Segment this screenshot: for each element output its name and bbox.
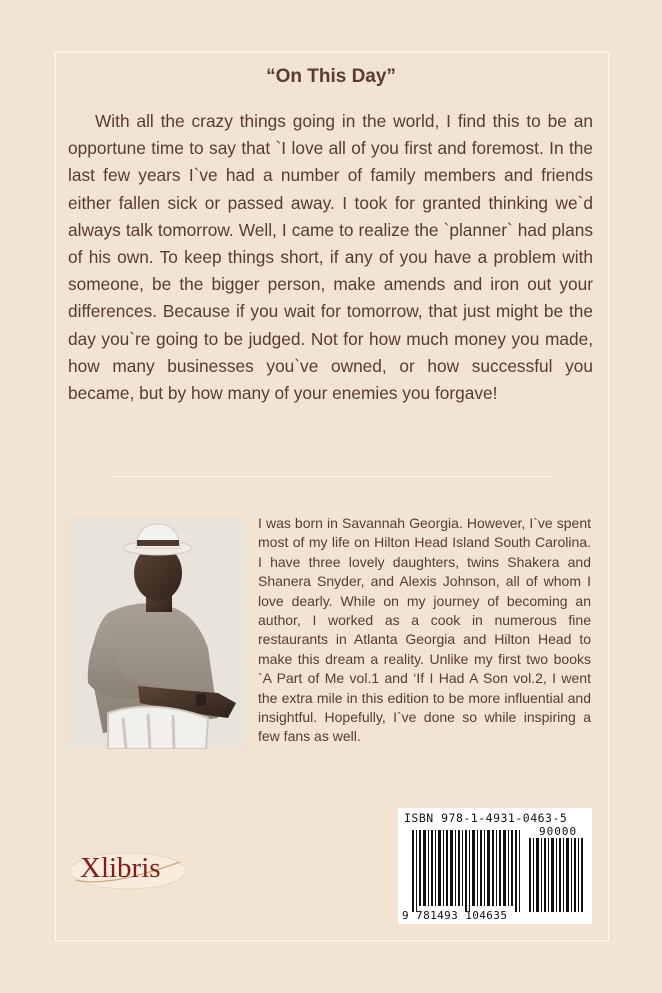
quote-text: With all the crazy things going in the world, I find this to be an opportune time to say that `I love all of you first and foremost. In the last few years I`ve had a number of family members and friends either fallen sick or passed away. I took for granted thinking we`d always talk tomorrow. Well, I came to realize the `planner` had plans of his own. To keep things short, if any of you have a problem with someone, be the bigger person, make amends and iron out your differences. Because if you wait for tomorrow, that just might be the day you`re going to be judged. Not for how much money you made, how many businesses you`ve owned, or how successful you became, but by how many of your enemies you forgave! [68, 111, 593, 404]
isbn-number: ISBN 978-1-4931-0463-5 [404, 811, 568, 825]
author-photo [68, 518, 246, 749]
divider-line [109, 476, 553, 477]
publisher-logo-text: Xlibris [80, 852, 161, 884]
author-bio: I was born in Savannah Georgia. However, I`ve spent most of my life on Hilton Head Island South Carolina. I have three lovely daughters, twins Shakera and Shanera Snyder, and Alexis Johnson, all of whom I love dearly. While on my journey of becoming an author, I worked as a cook in numerous fine restaurants in Atlanta Georgia and Hilton Head to make this dream a reality. Unlike my first two books `A Part of Me vol.1 and ‘If I Had A Son vol.2, I went the extra mile in this edition to be more influential and insightful. Hopefully, I`ve done so while inspiring a few fans as well. [258, 515, 591, 745]
quote-paragraph [68, 108, 593, 407]
price-code: 90000 [539, 825, 578, 838]
page-title: “On This Day” [266, 66, 396, 87]
author-portrait-image [68, 518, 246, 749]
ean-digits: 9 781493 104635 [402, 909, 508, 922]
